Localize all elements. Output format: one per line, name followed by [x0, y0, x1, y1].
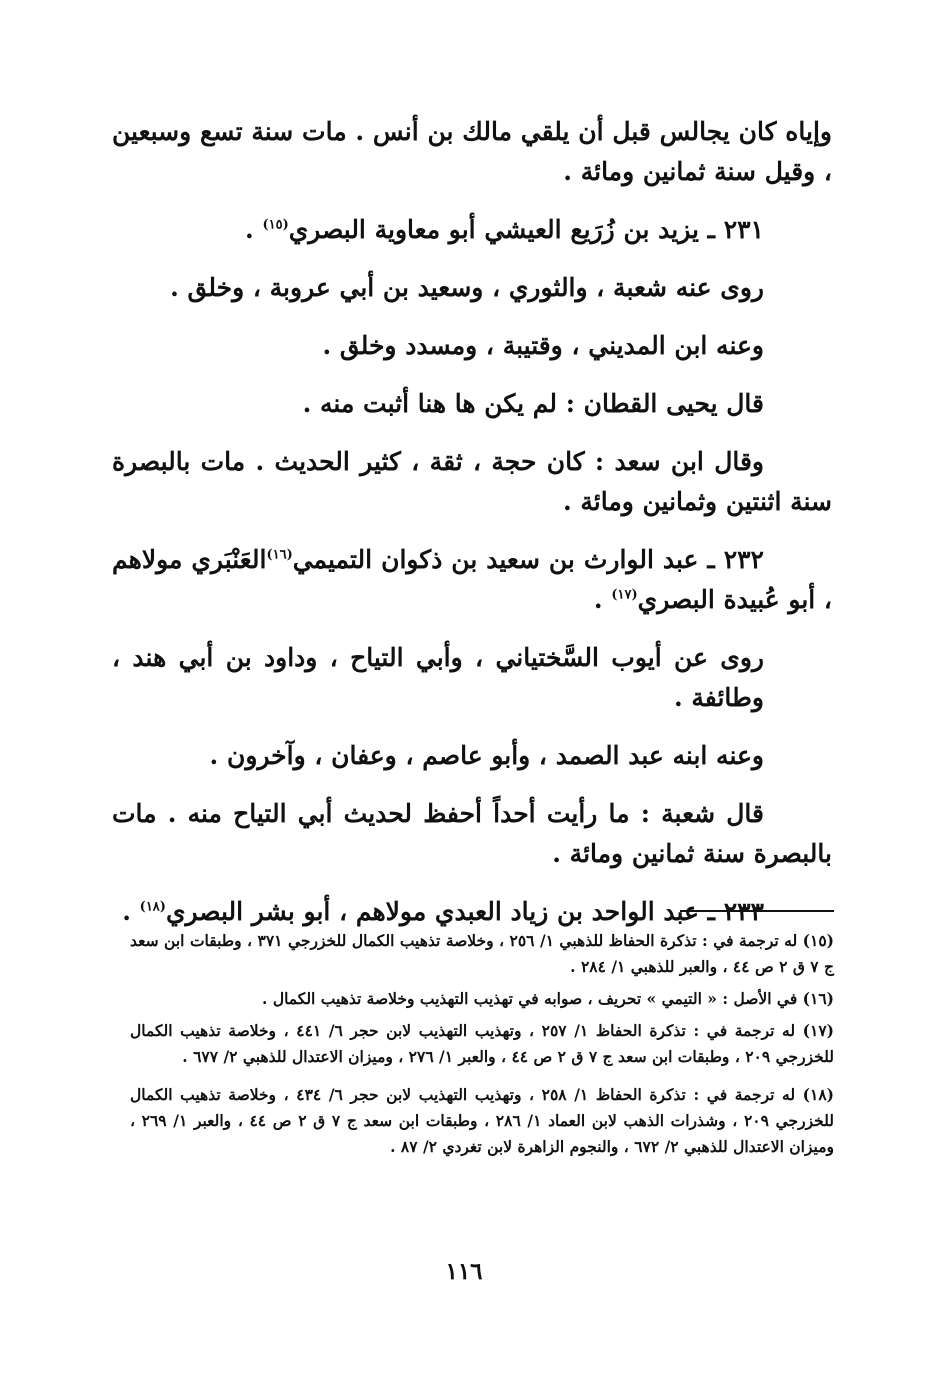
entry-231-heading: ٢٣١ ـ يزيد بن زُرَيع العيشي أبو معاوية البصري$^{(١٥)}$ . — [245, 215, 764, 244]
paragraph-narrators-to-2: وعنه ابنه عبد الصمد ، وأبو عاصم ، وعفان ، وآخرون . — [209, 741, 764, 770]
paragraph-shuba-quote: قال شعبة : ما رأيت أحداً أحفظ لحديث أبي التياح منه . مات بالبصرة سنة ثمانين ومائة . — [112, 799, 832, 868]
footnote-ref-15: (١٥) — [262, 217, 289, 233]
footnote-15: (١٥) له ترجمة في : تذكرة الحفاظ للذهبي ١/ ٢٥٦ ، وخلاصة تذهيب الكمال للخزرجي ٣٧١ ، وطبقات ابن سعد ج ٧ ق ٢ ص ٤٤ ، والعبر للذهبي ١/ ٢٨٤ . — [130, 931, 834, 976]
footnote-ref-18: (١٨) — [139, 899, 166, 915]
footnote-17: (١٧) له ترجمة في : تذكرة الحفاظ ١/ ٢٥٧ ، وتهذيب التهذيب لابن حجر ٦/ ٤٤١ ، وخلاصة تذهيب الكمال للخزرجي ٢٠٩ ، وطبقات ابن سعد ج ٧ ق ٢ ص ٤٤ ، والعبر ١/ ٢٧٦ ، وميزان الاعتدال للذهبي ٢/ ٦٧٧ . — [130, 1021, 834, 1066]
main-text — [112, 112, 832, 950]
entry-232-heading: ٢٣٢ ـ عبد الوارث بن سعيد بن ذكوان التميمي$^{(١٦)}$العَنْبَري مولاهم ، أبو عُبيدة البصري$^{(١٧)}$ . — [112, 545, 832, 614]
page-number: ١١٦ — [445, 1258, 483, 1285]
entry-233-heading: ٢٣٣ ـ عبد الواحد بن زياد العبدي مولاهم ، أبو بشر البصري$^{(١٨)}$ . — [122, 897, 764, 926]
paragraph-narrators-from-2: روى عن أيوب السَّختياني ، وأبي التياح ، وداود بن أبي هند ، وطائفة . — [112, 643, 764, 712]
paragraph-qattan-quote: قال يحيى القطان : لم يكن ها هنا أثبت منه . — [302, 389, 764, 418]
footnote-ref-16: (١٦) — [266, 547, 293, 563]
paragraph-continuation: وإياه كان يجالس قبل أن يلقي مالك بن أنس . مات سنة تسع وسبعين ، وقيل سنة ثمانين ومائة . — [112, 117, 832, 186]
footnote-separator — [680, 910, 834, 912]
footnotes — [130, 928, 834, 1166]
footnote-18: (١٨) له ترجمة في : تذكرة الحفاظ ١/ ٢٥٨ ، وتهذيب التهذيب لابن حجر ٦/ ٤٣٤ ، وخلاصة تذهيب الكمال للخزرجي ٢٠٩ ، وشذرات الذهب لابن العماد ١/ ٢٨٦ ، وطبقات ابن سعد ج ٧ ق ٢ ص ٤٤ ، والعبر ١/ ٢٦٩ ، وميزان الاعتدال للذهبي ٢/ ٦٧٢ ، والنجوم الزاهرة لابن تغردي ٢/ ٨٧ . — [130, 1085, 835, 1156]
footnote-ref-17: (١٧) — [611, 587, 638, 603]
paragraph-narrators-to: وعنه ابن المديني ، وقتيبة ، ومسدد وخلق . — [322, 331, 764, 360]
paragraph-narrators-from: روى عنه شعبة ، والثوري ، وسعيد بن أبي عروبة ، وخلق . — [170, 273, 764, 302]
paragraph-ibn-saad: وقال ابن سعد : كان حجة ، ثقة ، كثير الحديث . مات بالبصرة سنة اثنتين وثمانين ومائة . — [112, 447, 832, 516]
footnote-16: (١٦) في الأصل : « التيمي » تحريف ، صوابه في تهذيب التهذيب وخلاصة تذهيب الكمال . — [262, 989, 834, 1008]
